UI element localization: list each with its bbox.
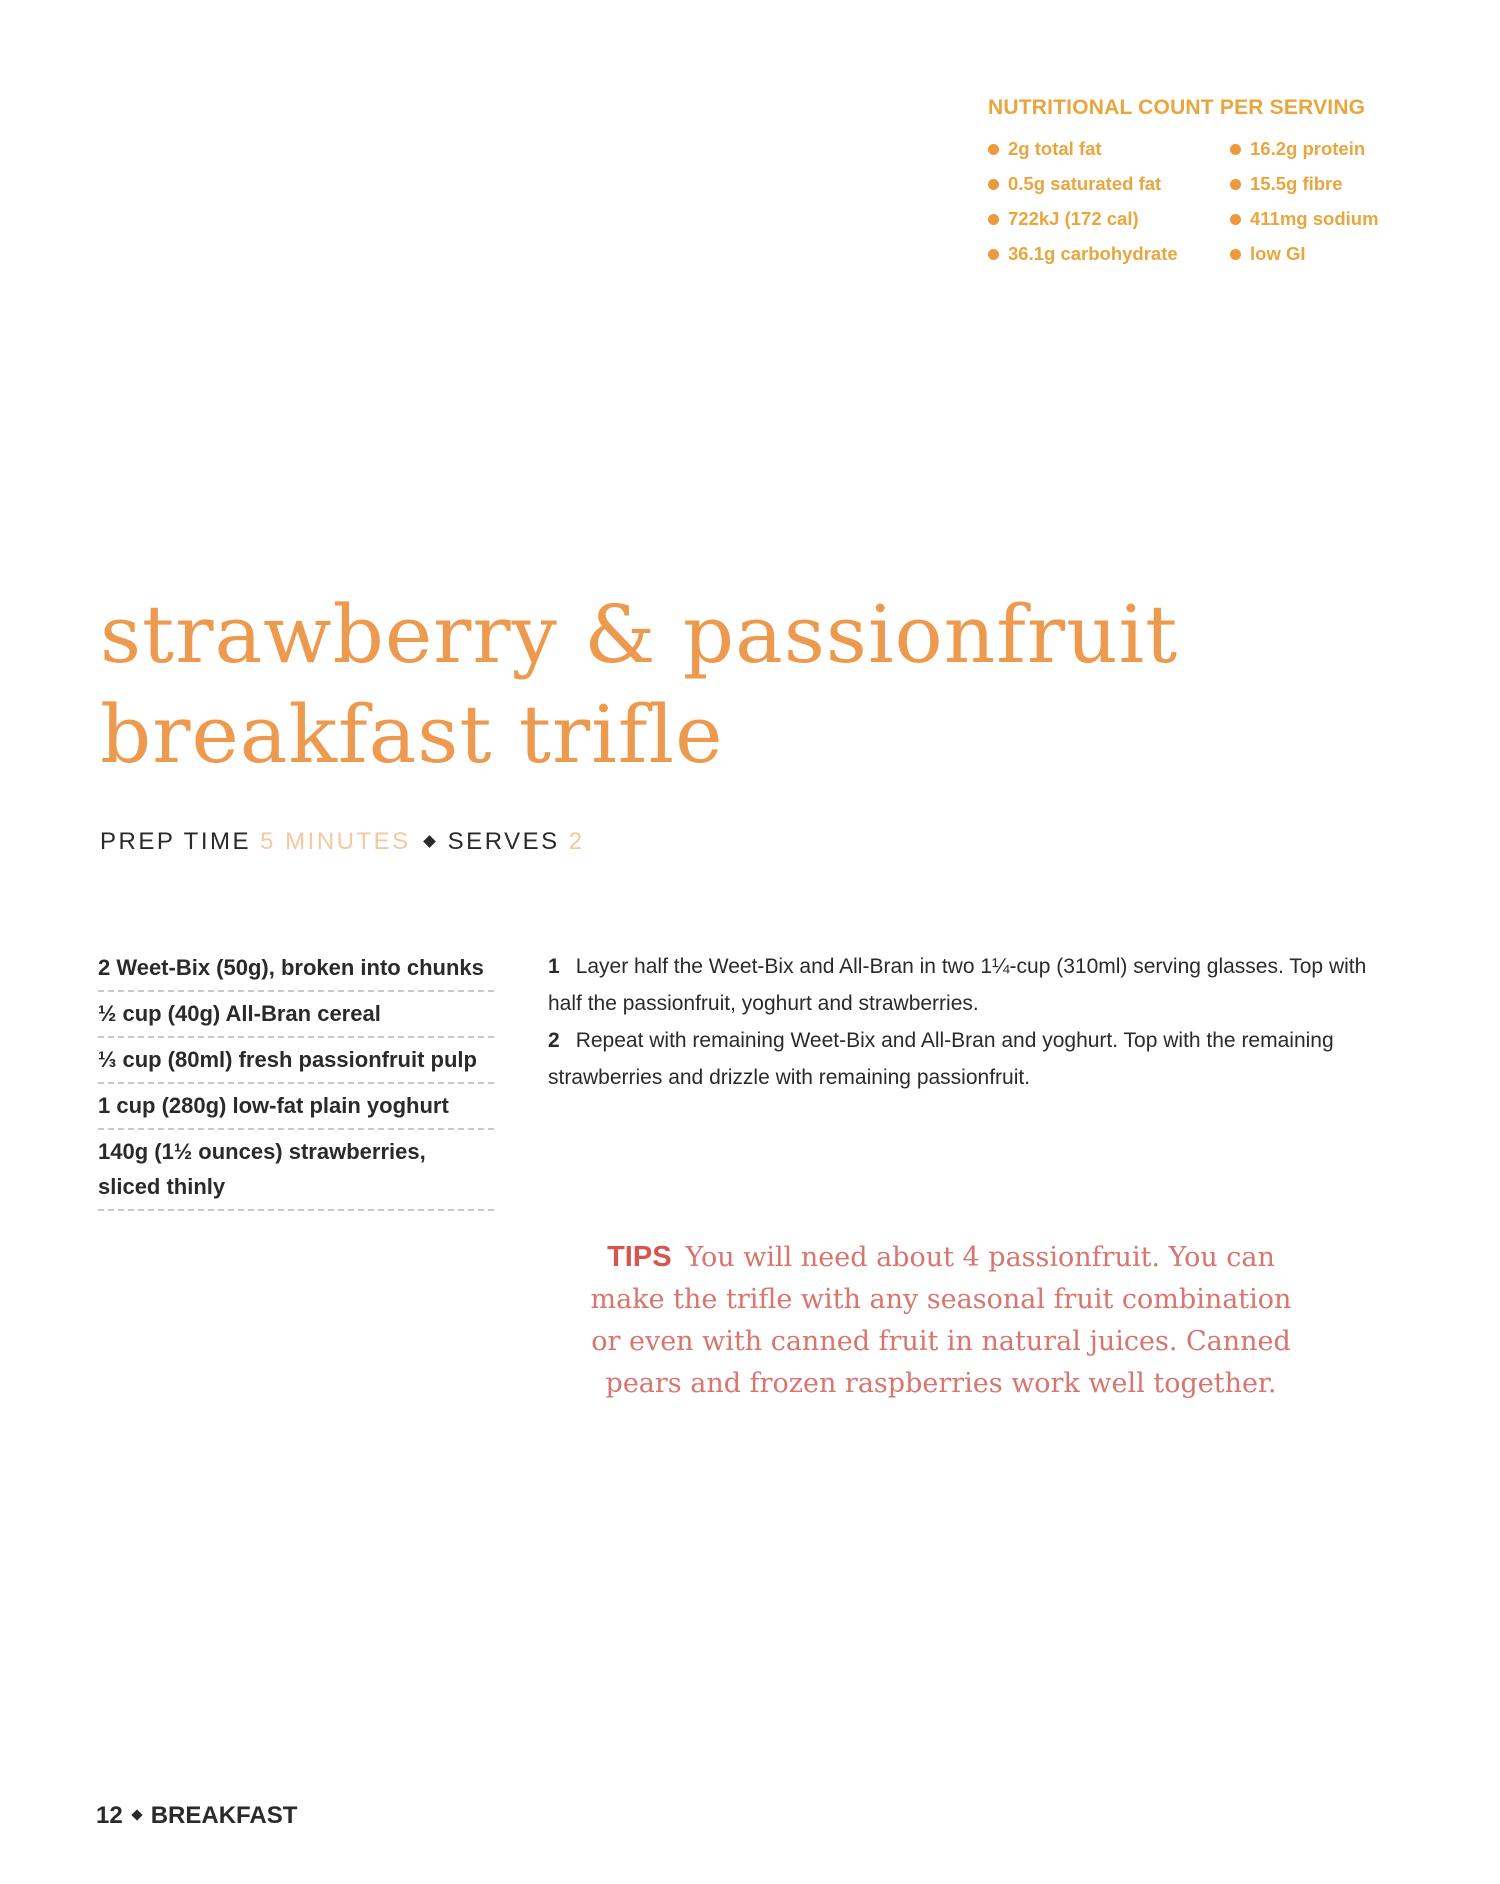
- nutrition-item: 2g total fat: [988, 138, 1230, 160]
- ingredient-item: ⅓ cup (80ml) fresh passionfruit pulp: [98, 1038, 494, 1084]
- nutrition-item: 16.2g protein: [1230, 138, 1408, 160]
- recipe-title: [100, 585, 1178, 785]
- nutrition-title: NUTRITIONAL COUNT PER SERVING: [988, 96, 1366, 119]
- method-step: [548, 948, 1388, 1022]
- ingredient-item: 1 cup (280g) low-fat plain yoghurt: [98, 1084, 494, 1130]
- bullet-icon: [1230, 179, 1241, 190]
- nutrition-list: [988, 138, 1408, 265]
- bullet-icon: [1230, 214, 1241, 225]
- bullet-icon: [1230, 144, 1241, 155]
- nutrition-panel: [988, 96, 1408, 265]
- diamond-icon: [131, 1809, 142, 1820]
- recipe-title-line1: strawberry & passionfruit: [100, 588, 1179, 681]
- recipe-meta: [100, 828, 585, 856]
- diamond-icon: [423, 835, 436, 848]
- bullet-icon: [988, 144, 999, 155]
- nutrition-item: 0.5g saturated fat: [988, 173, 1230, 195]
- bullet-icon: [988, 249, 999, 260]
- ingredients-list: [98, 946, 494, 1211]
- nutrition-item: 15.5g fibre: [1230, 173, 1408, 195]
- step-text: Layer half the Weet-Bix and All-Bran in two 1¼-cup (310ml) serving glasses. Top with half the passionfruit, yoghurt and strawberries.: [548, 955, 1367, 1015]
- tips-text: You will need about 4 passionfruit. You can make the trifle with any seasonal fruit combination or even with canned fruit in natural juices. Canned pears and frozen raspberries work well together.: [590, 1242, 1292, 1399]
- page-footer: [96, 1802, 297, 1830]
- tips-box: [583, 1236, 1299, 1405]
- bullet-icon: [988, 179, 999, 190]
- ingredient-item: 140g (1½ ounces) strawberries, sliced thinly: [98, 1130, 494, 1211]
- nutrition-item: low GI: [1230, 243, 1408, 265]
- step-number: 1: [548, 955, 560, 978]
- nutrition-item: 722kJ (172 cal): [988, 208, 1230, 230]
- bullet-icon: [988, 214, 999, 225]
- nutrition-item: 411mg sodium: [1230, 208, 1408, 230]
- serves-label: SERVES: [447, 828, 560, 855]
- tips-label: TIPS: [607, 1241, 672, 1273]
- prep-time-label: PREP TIME: [100, 828, 251, 855]
- bullet-icon: [1230, 249, 1241, 260]
- nutrition-item: 36.1g carbohydrate: [988, 243, 1230, 265]
- method-step: [548, 1022, 1388, 1096]
- method-steps: [548, 948, 1388, 1096]
- page-number: 12: [96, 1802, 123, 1829]
- recipe-title-line2: breakfast trifle: [100, 688, 724, 781]
- ingredient-item: ½ cup (40g) All-Bran cereal: [98, 992, 494, 1038]
- serves-value: 2: [568, 828, 585, 855]
- prep-time-value: 5 MINUTES: [260, 828, 411, 855]
- step-text: Repeat with remaining Weet-Bix and All-Bran and yoghurt. Top with the remaining strawberries and drizzle with remaining passionfruit.: [548, 1029, 1334, 1089]
- step-number: 2: [548, 1029, 560, 1052]
- ingredient-item: 2 Weet-Bix (50g), broken into chunks: [98, 946, 494, 992]
- section-name: BREAKFAST: [150, 1802, 298, 1829]
